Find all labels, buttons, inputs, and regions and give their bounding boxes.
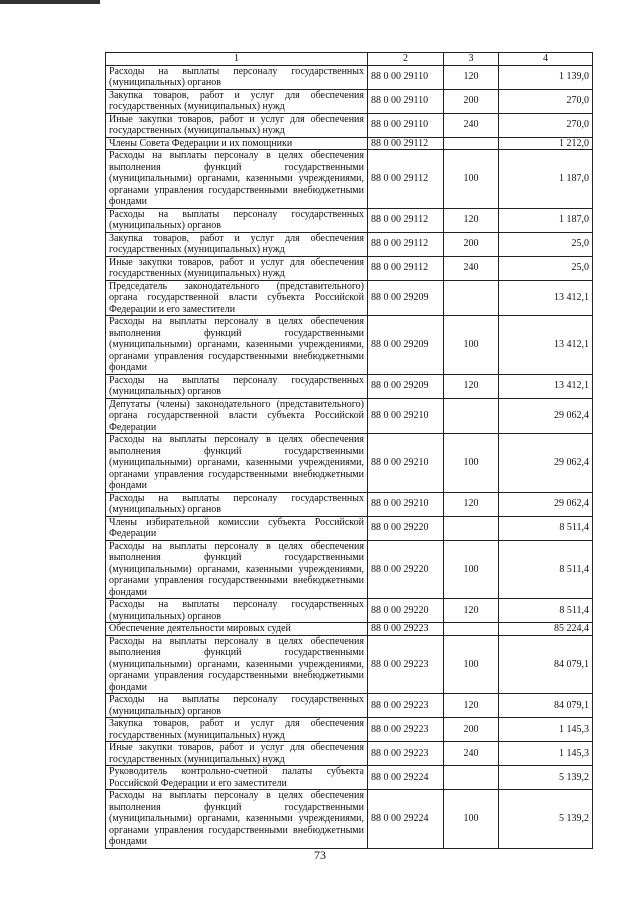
row-code-cell: 88 0 00 29223 — [368, 623, 444, 636]
row-name-cell: Расходы на выплаты персоналу государственных (муниципальных) органов — [106, 65, 368, 89]
row-amount-cell: 1 212,0 — [499, 137, 593, 150]
row-amount-cell: 1 187,0 — [499, 208, 593, 232]
row-name-cell: Расходы на выплаты персоналу государственных (муниципальных) органов — [106, 374, 368, 398]
row-expense-type-cell: 100 — [444, 434, 499, 493]
row-amount-cell: 25,0 — [499, 256, 593, 280]
row-amount-cell: 1 187,0 — [499, 150, 593, 209]
row-code-cell: 88 0 00 29223 — [368, 635, 444, 694]
table-row — [106, 208, 593, 232]
row-amount-cell: 8 511,4 — [499, 540, 593, 599]
row-name-cell: Расходы на выплаты персоналу в целях обеспечения выполнения функций государственными (муниципальными) органами, казенными учреждениями, органами управления государственными внебюджетными фондами — [106, 635, 368, 694]
table-row — [106, 790, 593, 849]
table-row — [106, 137, 593, 150]
row-name-cell: Иные закупки товаров, работ и услуг для обеспечения государственных (муниципальных) нужд — [106, 742, 368, 766]
table-row — [106, 65, 593, 89]
row-amount-cell: 29 062,4 — [499, 398, 593, 434]
row-amount-cell: 84 079,1 — [499, 694, 593, 718]
row-expense-type-cell: 120 — [444, 694, 499, 718]
row-name-cell: Руководитель контрольно-счетной палаты субъекта Российской Федерации и его заместители — [106, 766, 368, 790]
row-amount-cell: 29 062,4 — [499, 492, 593, 516]
table-row — [106, 599, 593, 623]
row-name-cell: Закупка товаров, работ и услуг для обеспечения государственных (муниципальных) нужд — [106, 718, 368, 742]
row-expense-type-cell — [444, 516, 499, 540]
row-code-cell: 88 0 00 29224 — [368, 766, 444, 790]
row-amount-cell: 1 145,3 — [499, 718, 593, 742]
header-col-2: 2 — [368, 53, 444, 66]
row-name-cell: Члены Совета Федерации и их помощники — [106, 137, 368, 150]
row-name-cell: Иные закупки товаров, работ и услуг для обеспечения государственных (муниципальных) нужд — [106, 256, 368, 280]
row-amount-cell: 1 139,0 — [499, 65, 593, 89]
table-row — [106, 434, 593, 493]
row-amount-cell: 5 139,2 — [499, 790, 593, 849]
row-amount-cell: 1 145,3 — [499, 742, 593, 766]
row-name-cell: Закупка товаров, работ и услуг для обеспечения государственных (муниципальных) нужд — [106, 89, 368, 113]
header-col-3: 3 — [444, 53, 499, 66]
table-row — [106, 694, 593, 718]
row-code-cell: 88 0 00 29112 — [368, 232, 444, 256]
row-expense-type-cell: 100 — [444, 790, 499, 849]
row-amount-cell: 8 511,4 — [499, 516, 593, 540]
row-expense-type-cell: 120 — [444, 208, 499, 232]
row-amount-cell: 13 412,1 — [499, 280, 593, 316]
row-expense-type-cell: 200 — [444, 232, 499, 256]
row-code-cell: 88 0 00 29210 — [368, 492, 444, 516]
row-expense-type-cell — [444, 398, 499, 434]
row-expense-type-cell: 240 — [444, 113, 499, 137]
row-code-cell: 88 0 00 29209 — [368, 316, 444, 375]
header-col-1: 1 — [106, 53, 368, 66]
row-name-cell: Иные закупки товаров, работ и услуг для обеспечения государственных (муниципальных) нужд — [106, 113, 368, 137]
row-code-cell: 88 0 00 29110 — [368, 65, 444, 89]
table-row — [106, 256, 593, 280]
row-expense-type-cell: 120 — [444, 599, 499, 623]
row-code-cell: 88 0 00 29224 — [368, 790, 444, 849]
row-name-cell: Расходы на выплаты персоналу государственных (муниципальных) органов — [106, 208, 368, 232]
row-code-cell: 88 0 00 29220 — [368, 599, 444, 623]
table-row — [106, 623, 593, 636]
row-name-cell: Расходы на выплаты персоналу в целях обеспечения выполнения функций государственными (муниципальными) органами, казенными учреждениями, органами управления государственными внебюджетными фондами — [106, 316, 368, 375]
row-code-cell: 88 0 00 29223 — [368, 718, 444, 742]
row-amount-cell: 84 079,1 — [499, 635, 593, 694]
row-name-cell: Расходы на выплаты персоналу государственных (муниципальных) органов — [106, 492, 368, 516]
row-expense-type-cell — [444, 766, 499, 790]
table-row — [106, 113, 593, 137]
row-code-cell: 88 0 00 29223 — [368, 742, 444, 766]
row-expense-type-cell — [444, 280, 499, 316]
row-code-cell: 88 0 00 29210 — [368, 434, 444, 493]
table-row — [106, 232, 593, 256]
row-name-cell: Члены избирательной комиссии субъекта Российской Федерации — [106, 516, 368, 540]
table-row — [106, 398, 593, 434]
row-name-cell: Обеспечение деятельности мировых судей — [106, 623, 368, 636]
row-code-cell: 88 0 00 29210 — [368, 398, 444, 434]
budget-table — [105, 52, 593, 849]
row-expense-type-cell: 240 — [444, 256, 499, 280]
row-code-cell: 88 0 00 29112 — [368, 150, 444, 209]
row-expense-type-cell: 100 — [444, 150, 499, 209]
table-row — [106, 742, 593, 766]
row-amount-cell: 85 224,4 — [499, 623, 593, 636]
row-name-cell: Расходы на выплаты персоналу государственных (муниципальных) органов — [106, 599, 368, 623]
table-body — [106, 65, 593, 848]
row-amount-cell: 13 412,1 — [499, 316, 593, 375]
row-name-cell: Депутаты (члены) законодательного (представительного) органа государственной власти субъекта Российской Федерации — [106, 398, 368, 434]
table-row — [106, 280, 593, 316]
row-expense-type-cell: 120 — [444, 492, 499, 516]
row-expense-type-cell: 200 — [444, 718, 499, 742]
row-code-cell: 88 0 00 29209 — [368, 374, 444, 398]
row-code-cell: 88 0 00 29110 — [368, 113, 444, 137]
row-amount-cell: 13 412,1 — [499, 374, 593, 398]
header-col-4: 4 — [499, 53, 593, 66]
table-row — [106, 540, 593, 599]
row-name-cell: Расходы на выплаты персоналу в целях обеспечения выполнения функций государственными (муниципальными) органами, казенными учреждениями, органами управления государственными внебюджетными фондами — [106, 540, 368, 599]
table-row — [106, 150, 593, 209]
row-name-cell: Расходы на выплаты персоналу в целях обеспечения выполнения функций государственными (муниципальными) органами, казенными учреждениями, органами управления государственными внебюджетными фондами — [106, 150, 368, 209]
row-expense-type-cell: 120 — [444, 65, 499, 89]
table-row — [106, 718, 593, 742]
row-name-cell: Расходы на выплаты персоналу в целях обеспечения выполнения функций государственными (муниципальными) органами, казенными учреждениями, органами управления государственными внебюджетными фондами — [106, 790, 368, 849]
row-expense-type-cell: 100 — [444, 316, 499, 375]
row-expense-type-cell: 200 — [444, 89, 499, 113]
row-code-cell: 88 0 00 29220 — [368, 516, 444, 540]
table-row — [106, 766, 593, 790]
table-row — [106, 492, 593, 516]
page-number: 73 — [314, 848, 326, 862]
table-header-row — [106, 53, 593, 66]
table-row — [106, 516, 593, 540]
table-row — [106, 374, 593, 398]
row-name-cell: Председатель законодательного (представительного) органа государственной власти субъекта Российской Федерации и его заместители — [106, 280, 368, 316]
row-amount-cell: 8 511,4 — [499, 599, 593, 623]
row-amount-cell: 270,0 — [499, 113, 593, 137]
row-code-cell: 88 0 00 29223 — [368, 694, 444, 718]
row-code-cell: 88 0 00 29209 — [368, 280, 444, 316]
row-amount-cell: 5 139,2 — [499, 766, 593, 790]
row-name-cell: Закупка товаров, работ и услуг для обеспечения государственных (муниципальных) нужд — [106, 232, 368, 256]
row-amount-cell: 29 062,4 — [499, 434, 593, 493]
row-expense-type-cell: 120 — [444, 374, 499, 398]
scan-edge-mark — [0, 0, 100, 4]
table-row — [106, 635, 593, 694]
row-code-cell: 88 0 00 29112 — [368, 137, 444, 150]
table-row — [106, 316, 593, 375]
row-amount-cell: 25,0 — [499, 232, 593, 256]
row-name-cell: Расходы на выплаты персоналу государственных (муниципальных) органов — [106, 694, 368, 718]
row-name-cell: Расходы на выплаты персоналу в целях обеспечения выполнения функций государственными (муниципальными) органами, казенными учреждениями, органами управления государственными внебюджетными фондами — [106, 434, 368, 493]
row-expense-type-cell: 240 — [444, 742, 499, 766]
row-amount-cell: 270,0 — [499, 89, 593, 113]
table-row — [106, 89, 593, 113]
row-code-cell: 88 0 00 29112 — [368, 208, 444, 232]
row-code-cell: 88 0 00 29112 — [368, 256, 444, 280]
row-expense-type-cell: 100 — [444, 540, 499, 599]
row-expense-type-cell — [444, 137, 499, 150]
row-code-cell: 88 0 00 29110 — [368, 89, 444, 113]
row-expense-type-cell: 100 — [444, 635, 499, 694]
row-code-cell: 88 0 00 29220 — [368, 540, 444, 599]
row-expense-type-cell — [444, 623, 499, 636]
